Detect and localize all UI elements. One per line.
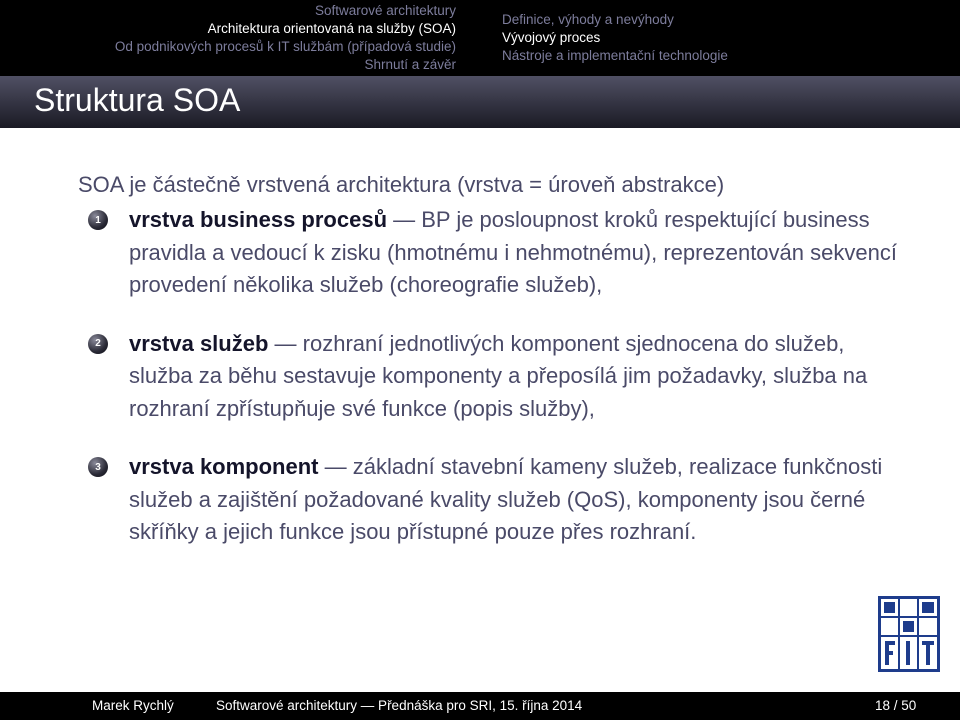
nav-subsections: [480, 0, 960, 76]
list-item: [78, 451, 898, 549]
frame-title-bar: [0, 76, 960, 128]
slide-content: [78, 170, 898, 575]
list-item: [78, 204, 898, 302]
footer-author: Marek Rychlý: [92, 698, 174, 713]
footer-title: Softwarové architektury — Přednáška pro SRI, 15. října 2014: [216, 698, 583, 713]
layer-term: vrstva komponent: [129, 454, 319, 479]
footer-bar: [0, 692, 960, 720]
numbered-bullet-icon: 3: [88, 457, 108, 477]
navigation-bar: [0, 0, 960, 76]
numbered-bullet-icon: 2: [88, 334, 108, 354]
frame-title: Struktura SOA: [34, 82, 241, 118]
nav-sections: [0, 0, 480, 76]
term-dash: —: [268, 330, 303, 356]
list-item-text: [129, 328, 898, 426]
layer-description: rozhraní jednotlivých komponent sjednocena do služeb, služba za běhu sestavuje komponenty a přeposílá jim požadavky, služba na rozhraní zpřístupňuje své funkce (popis služby),: [129, 330, 868, 421]
list-item: [78, 328, 898, 426]
layer-term: vrstva služeb: [129, 330, 269, 356]
list-item-text: [129, 204, 898, 302]
numbered-bullet-icon: 1: [88, 210, 108, 230]
nav-subitem-tools[interactable]: Nástroje a implementační technologie: [502, 48, 728, 63]
page-number: 18 / 50: [875, 698, 917, 713]
term-dash: —: [387, 207, 422, 232]
nav-item-soa[interactable]: Architektura orientovaná na služby (SOA): [207, 21, 456, 36]
layer-description: BP je posloupnost kroků respektující business pravidla a vedoucí k zisku (hmotnému i nehmotnému), reprezentován sekvencí provedení několika služeb (choreografie služeb),: [129, 207, 897, 297]
list-item-text: [129, 451, 898, 549]
nav-subitem-process[interactable]: Vývojový proces: [502, 30, 601, 45]
layer-description: základní stavební kameny služeb, realizace funkčnosti služeb a zajištění požadované kvality služeb (QoS), komponenty jsou černé skříňky a jejich funkce jsou přístupné pouze přes rozhraní.: [129, 454, 883, 544]
fit-logo-icon: [878, 596, 940, 672]
nav-item-title[interactable]: Softwarové architektury: [314, 3, 456, 18]
intro-text: SOA je částečně vrstvená architektura (vrstva = úroveň abstrakce): [78, 172, 725, 197]
term-dash: —: [318, 454, 353, 479]
layer-term: vrstva business procesů: [129, 207, 388, 232]
nav-item-case-study[interactable]: Od podnikových procesů k IT službám (případová studie): [114, 39, 456, 54]
nav-subitem-definition[interactable]: Definice, výhody a nevýhody: [502, 12, 674, 27]
nav-item-summary[interactable]: Shrnutí a závěr: [364, 57, 456, 72]
